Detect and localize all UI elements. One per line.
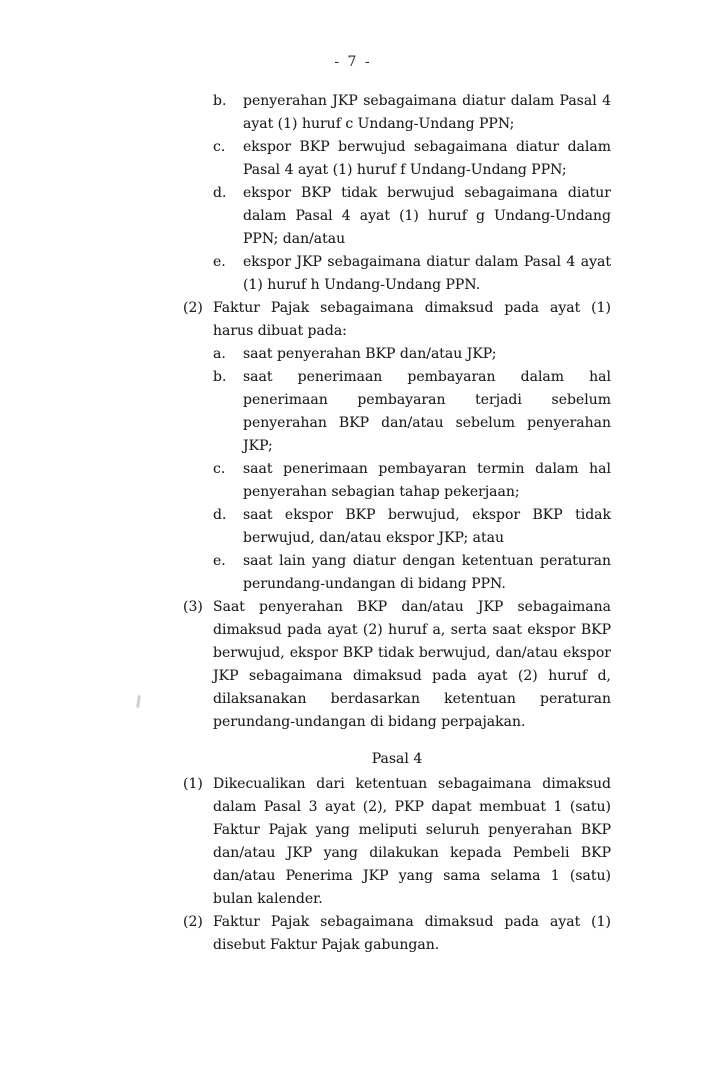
list-item-text: ekspor JKP sebagaimana diatur dalam Pasal 4 ayat (1) huruf h Undang-Undang PPN. [243, 254, 611, 293]
list-item [213, 182, 611, 251]
list-item-text: saat penerimaan pembayaran dalam hal penerimaan pembayaran terjadi sebelum penyerahan BKP dan/atau sebelum penyerahan JKP; [243, 369, 611, 454]
list-marker: a. [213, 346, 226, 362]
ayat-body [213, 297, 611, 596]
section-heading: Pasal 4 [371, 751, 423, 767]
list-item-text: saat penerimaan pembayaran termin dalam hal penyerahan sebagian tahap pekerjaan; [243, 461, 611, 500]
list-marker: e. [213, 254, 226, 270]
ayat-text: Faktur Pajak sebagaimana dimaksud pada ayat (1) disebut Faktur Pajak gabungan. [213, 914, 611, 953]
huruf-list-continued [213, 90, 611, 297]
list-marker: c. [213, 461, 226, 477]
ayat-text: Faktur Pajak sebagaimana dimaksud pada ayat (1) harus dibuat pada: [213, 300, 611, 339]
list-item-text: penyerahan JKP sebagaimana diatur dalam Pasal 4 ayat (1) huruf c Undang-Undang PPN; [243, 93, 611, 132]
list-item [213, 251, 611, 297]
ayat-item [183, 596, 611, 734]
list-item-text: saat lain yang diatur dengan ketentuan peraturan perundang-undangan di bidang PPN. [243, 553, 611, 592]
document-body [183, 90, 611, 957]
list-item [213, 504, 611, 550]
ayat-marker: (1) [183, 776, 203, 792]
ayat-marker: (2) [183, 300, 203, 316]
list-item-text: ekspor BKP berwujud sebagaimana diatur dalam Pasal 4 ayat (1) huruf f Undang-Undang PPN; [243, 139, 611, 178]
list-item [213, 136, 611, 182]
list-item [213, 90, 611, 136]
list-item [213, 550, 611, 596]
ayat-text: Dikecualikan dari ketentuan sebagaimana dimaksud dalam Pasal 3 ayat (2), PKP dapat membuat 1 (satu) Faktur Pajak yang meliputi seluruh penyerahan BKP dan/atau JKP yang dilakukan kepada Pembeli BKP dan/atau Penerima JKP yang sama selama 1 (satu) bulan kalender. [213, 776, 611, 907]
ayat-item [183, 297, 611, 596]
ayat-item [183, 773, 611, 911]
ayat-marker: (2) [183, 914, 203, 930]
list-marker: d. [213, 185, 227, 201]
list-item [213, 343, 611, 366]
ayat-marker: (3) [183, 599, 203, 615]
list-marker: b. [213, 369, 227, 385]
list-item [213, 458, 611, 504]
list-marker: e. [213, 553, 226, 569]
list-marker: b. [213, 93, 227, 109]
scan-smudge-artifact [136, 695, 141, 708]
list-item-text: saat ekspor BKP berwujud, ekspor BKP tidak berwujud, dan/atau ekspor JKP; atau [243, 507, 611, 546]
ayat-text: Saat penyerahan BKP dan/atau JKP sebagaimana dimaksud pada ayat (2) huruf a, serta saat ekspor BKP berwujud, ekspor BKP tidak berwujud, dan/atau ekspor JKP sebagaimana dimaksud pada ayat (2) huruf d, dilaksanakan berdasarkan ketentuan peraturan perundang-undangan di bidang perpajakan. [213, 599, 611, 730]
page-number: - 7 - [334, 54, 372, 70]
list-marker: d. [213, 507, 227, 523]
ayat-item [183, 911, 611, 957]
huruf-list [213, 343, 611, 596]
list-item-text: ekspor BKP tidak berwujud sebagaimana diatur dalam Pasal 4 ayat (1) huruf g Undang-Undang PPN; dan/atau [243, 185, 611, 247]
list-marker: c. [213, 139, 226, 155]
list-item-text: saat penyerahan BKP dan/atau JKP; [243, 346, 497, 362]
list-item [213, 366, 611, 458]
